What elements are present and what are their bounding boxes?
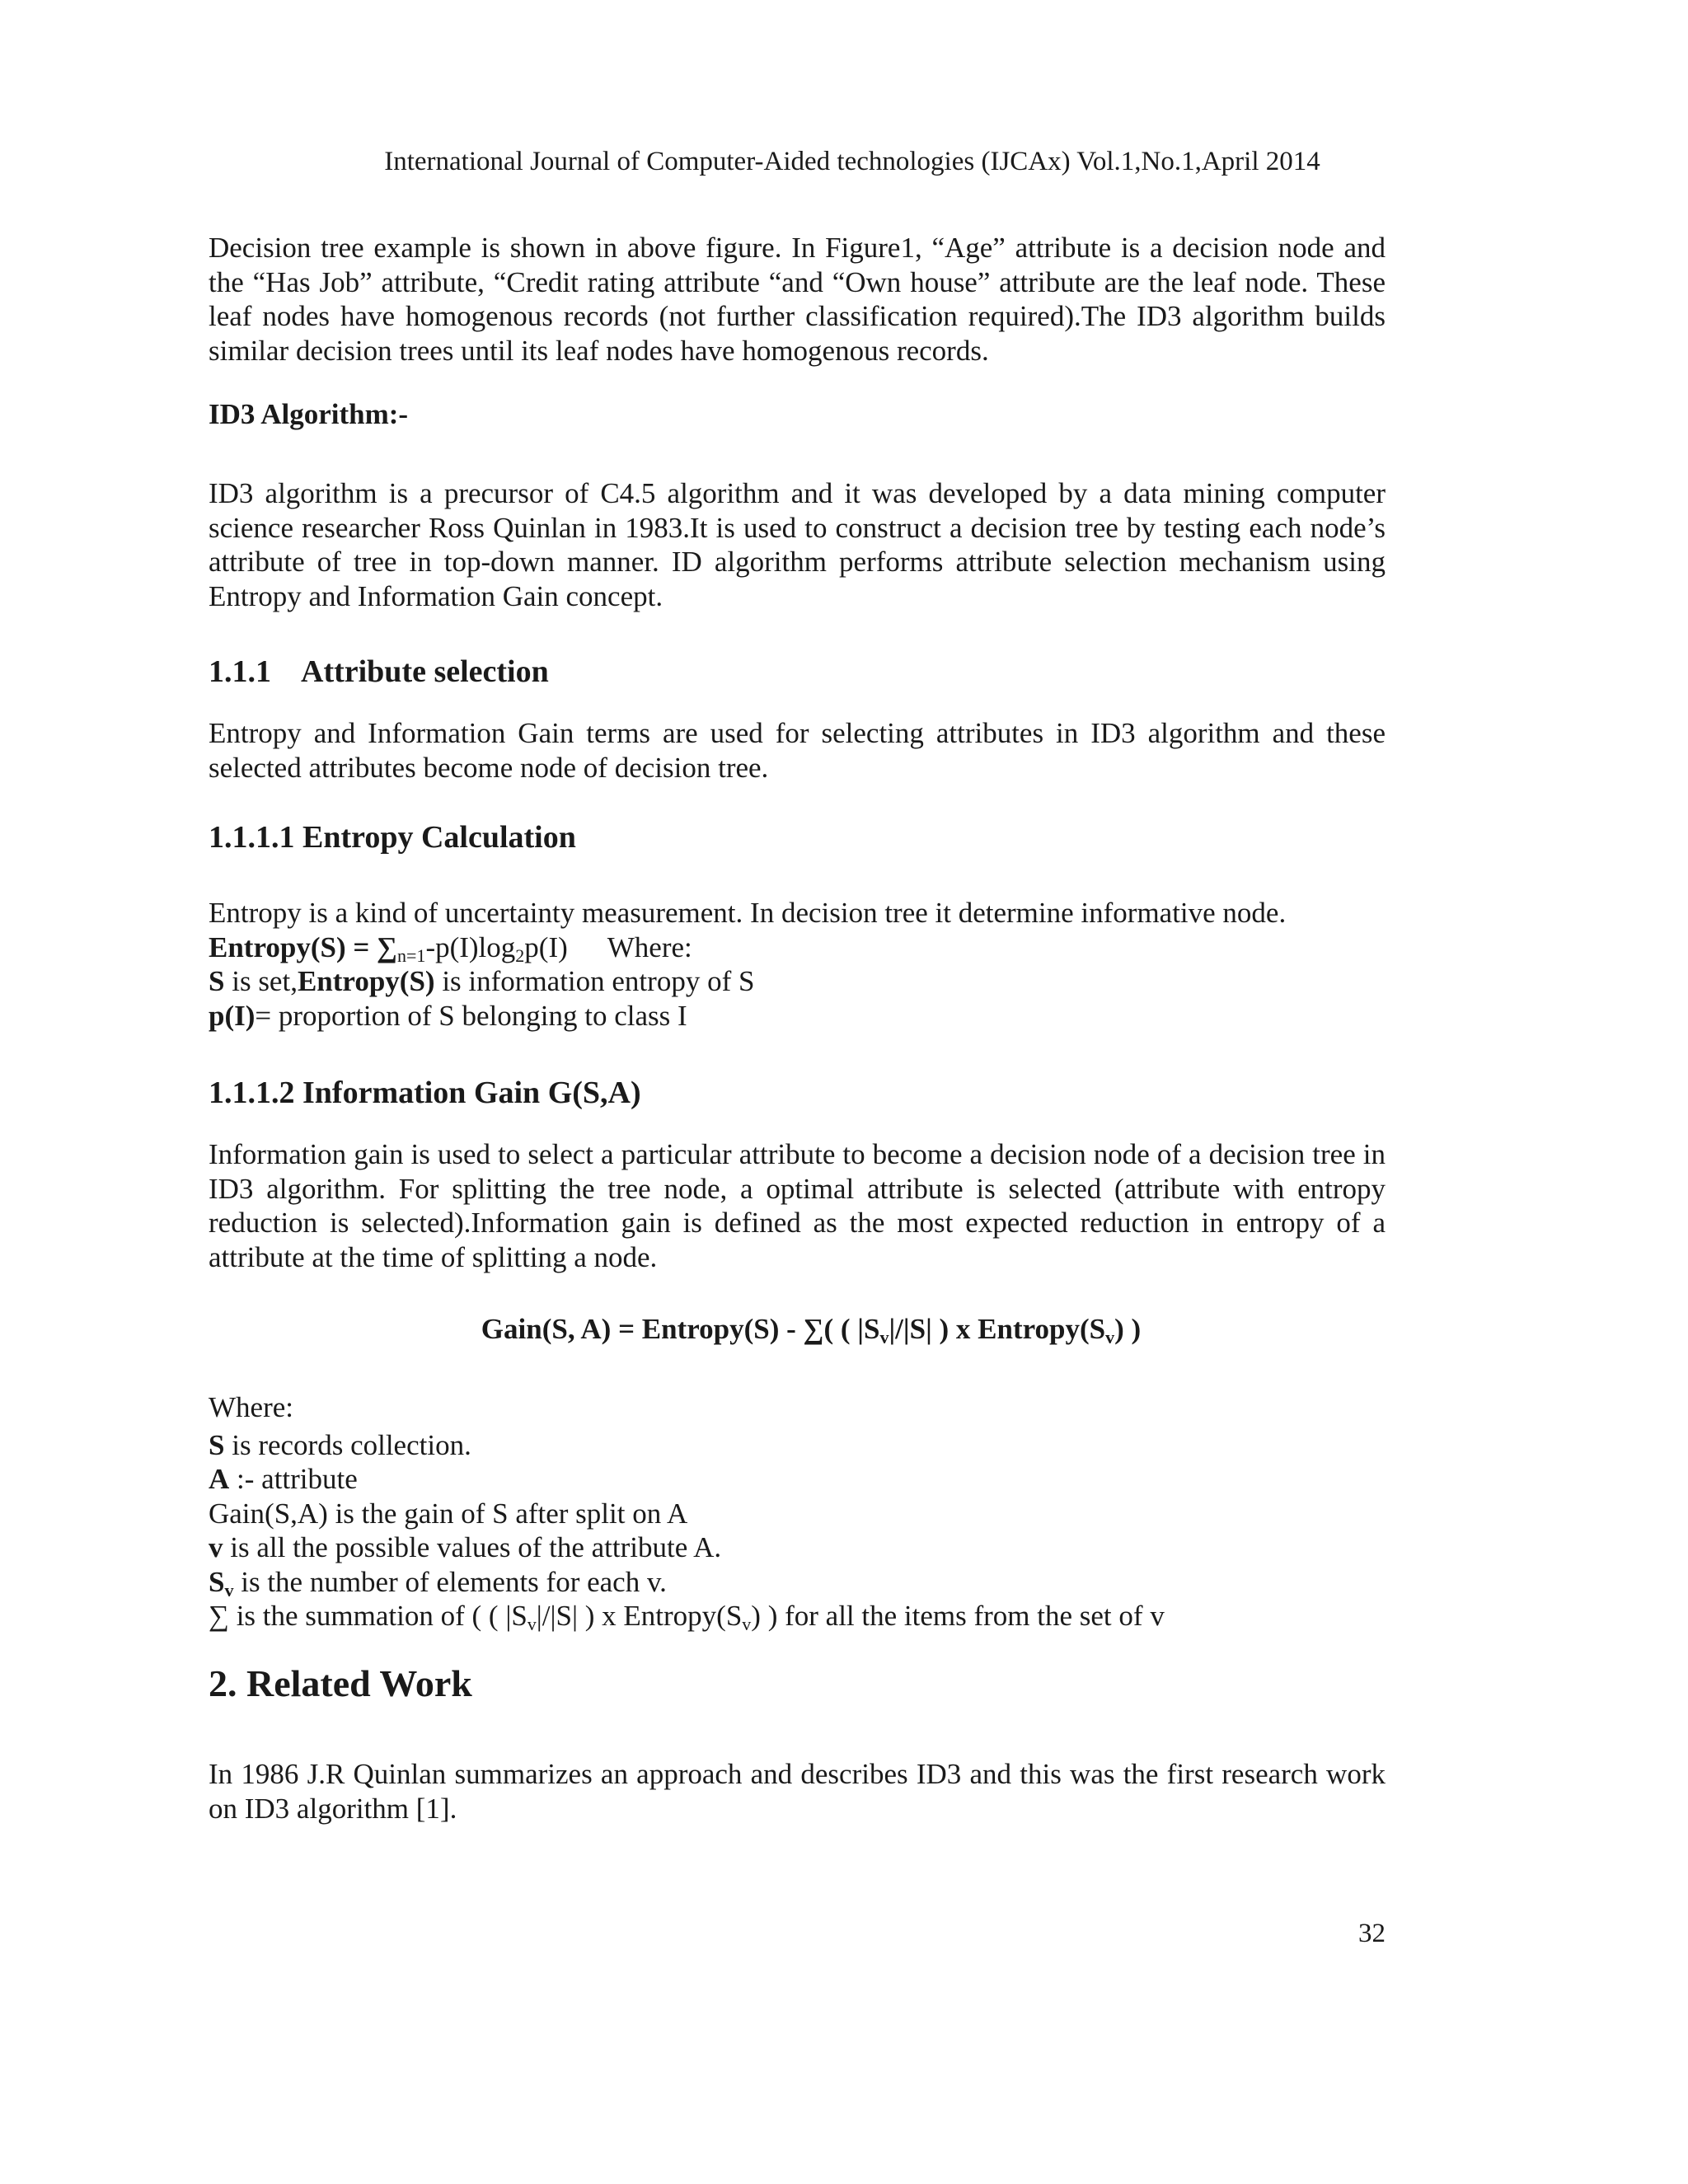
- gain-def-sum: ∑ is the summation of ( ( $|S_v|/|S|$ ) x $Entropy(S_v)$ ) for all the items from the set of v: [209, 1600, 1165, 1634]
- entropy-heading: 1.1.1.1 Entropy Calculation: [209, 820, 576, 855]
- gain-def-sv: $S_v$ is the number of elements for each v.: [209, 1565, 667, 1601]
- running-header: [0, 147, 1688, 177]
- gain-heading-block: [209, 1076, 1386, 1111]
- gain-heading: 1.1.1.2 Information Gain G(S,A): [209, 1076, 641, 1110]
- intro-paragraph: Decision tree example is shown in above figure. In Figure1, “Age” attribute is a decision node and the “Has Job” attribute, “Credit rating attribute “and “Own house” attribute are the leaf node. These leaf nodes have homogenous records (not further classification required).The ID3 algorithm builds similar decision trees until its leaf nodes have homogenous records.: [209, 232, 1386, 367]
- related-heading-block: [209, 1662, 1386, 1704]
- id3-heading-block: [209, 397, 1386, 432]
- gain-definitions: [209, 1390, 1386, 1633]
- gain-where: Where:: [209, 1391, 293, 1423]
- related-section: [209, 1757, 1386, 1825]
- gain-paragraph: Information gain is used to select a particular attribute to become a decision node of a decision tree in ID3 algorithm. For splitting the tree node, a optimal attribute is selected (attribute with entropy reduction is selected).Information gain is defined as the most expected reduction in entropy of a attribute at the time of splitting a node.: [209, 1138, 1386, 1273]
- gain-def-gain: Gain(S,A) is the gain of S after split on A: [209, 1497, 688, 1530]
- entropy-section: [209, 896, 1386, 1033]
- attr-selection-heading: [209, 655, 1386, 690]
- entropy-line-1: Entropy is a kind of uncertainty measurement. In decision tree it determine informative node.: [209, 897, 1287, 929]
- entropy-def-1: S is set,Entropy(S) is information entropy of S: [209, 965, 755, 997]
- entropy-heading-block: [209, 821, 1386, 855]
- gain-section: [209, 1137, 1386, 1274]
- gain-def-s: S is records collection.: [209, 1428, 471, 1461]
- id3-section: [209, 476, 1386, 613]
- gain-def-v: v is all the possible values of the attribute A.: [209, 1531, 722, 1563]
- id3-paragraph: ID3 algorithm is a precursor of C4.5 algorithm and it was developed by a data mining computer science researcher Ross Quinlan in 1983.It is used to construct a decision tree by testing each node’s attribute of tree in top-down manner. ID algorithm performs attribute selection mechanism using Entropy and Information Gain concept.: [209, 477, 1386, 612]
- attr-selection-section: [209, 716, 1386, 785]
- related-heading: 2. Related Work: [209, 1662, 472, 1704]
- page-number: 32: [1358, 1919, 1386, 1948]
- intro-section: [209, 231, 1386, 368]
- entropy-def-2: p(I)= proportion of S belonging to class I: [209, 999, 687, 1032]
- attr-selection-paragraph: Entropy and Information Gain terms are used for selecting attributes in ID3 algorithm and these selected attributes become node of decision tree.: [209, 717, 1386, 784]
- related-paragraph: In 1986 J.R Quinlan summarizes an approach and describes ID3 and this was the first research work on ID3 algorithm [1].: [209, 1758, 1386, 1825]
- attr-selection-number: 1.1.1: [209, 654, 271, 689]
- gain-def-a: A :- attribute: [209, 1463, 358, 1495]
- gain-formula: Gain(S, A) = Entropy(S) - ∑( ( $|S_v|/|S|$ ) x $Entropy(S_v)$ ): [481, 1313, 1142, 1347]
- attr-selection-heading-block: [209, 655, 1386, 690]
- entropy-formula: Entropy(S) = $\sum_{n=1}-p(I)\log_2p(I)$ Where:: [209, 930, 692, 966]
- attr-selection-title: Attribute selection: [301, 654, 549, 689]
- running-header-text: International Journal of Computer-Aided technologies (IJCAx) Vol.1,No.1,April 2014: [384, 147, 1320, 176]
- id3-heading: ID3 Algorithm:-: [209, 398, 409, 430]
- gain-formula-block: [209, 1312, 1386, 1347]
